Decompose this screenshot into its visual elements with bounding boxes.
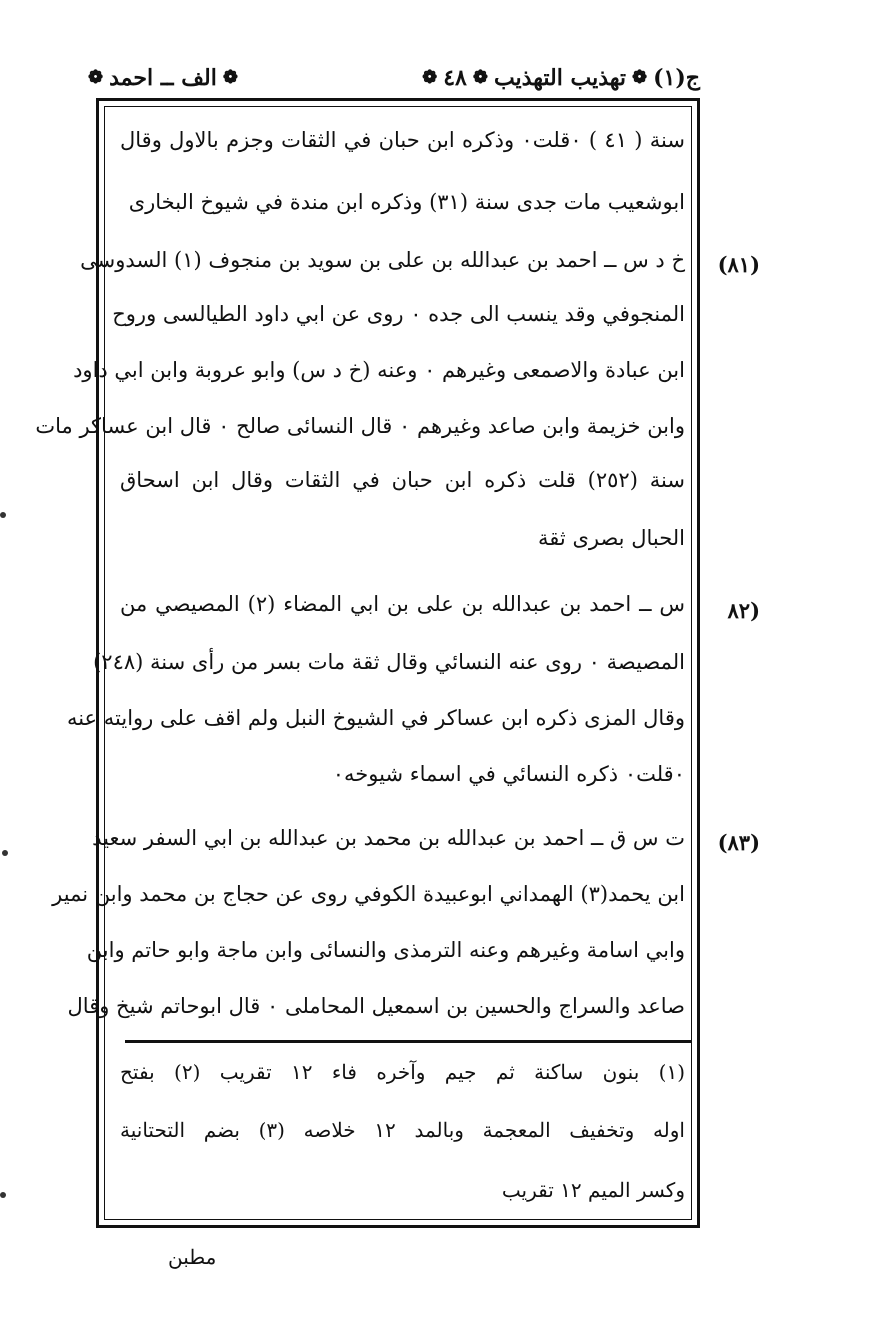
text-line-7: سنة (٢٥٢) قلت ذكره ابن حبان في الثقات وقال ابن اسحاق [120,468,685,492]
footnote-line-1: (١) بنون ساكنة ثم جيم وآخره فاء ١٢ تقريب (٢) بفتح [120,1060,685,1084]
scan-speck [0,1192,6,1198]
ornament-icon: ❁ [422,67,438,88]
text-line-10: المصيصة ٠ روى عنه النسائي وقال ثقة مات بسر من رأى سنة (٢٤٨) [93,650,685,674]
header-right-group [422,65,700,91]
text-line-8: الحبال بصرى ثقة [538,526,685,550]
text-line-12: ٠قلت٠ ذكره النسائي في اسماء شيوخه٠ [332,762,685,786]
ornament-icon: ❁ [472,67,488,88]
text-line-6: وابن خزيمة وابن صاعد وغيرهم ٠ قال النسائى صالح ٠ قال ابن عساكر مات [35,414,685,438]
book-title: تهذيب التهذيب [493,65,627,91]
entry-number-81: (٨١) [717,252,760,277]
footnote-line-3: وكسر الميم ١٢ تقريب [501,1178,685,1202]
printer-mark: مطبن [168,1245,217,1269]
scan-speck [2,850,8,856]
section-label: الف ــ احمد [109,65,217,91]
text-line-2: ابوشعيب مات جدى سنة (٣١) وذكره ابن مندة في شيوخ البخارى [128,190,685,214]
scan-speck [0,512,6,518]
entry-number-83: (٨٣) [717,830,760,855]
text-line-16: صاعد والسراج والحسين بن اسمعيل المحاملى ٠ قال ابوحاتم شيخ وقال [67,994,685,1018]
text-line-11: وقال المزى ذكره ابن عساكر في الشيوخ النبل ولم اقف على روايته عنه [66,706,685,730]
running-header [88,58,700,98]
text-line-13: ت س ق ــ احمد بن عبدالله بن محمد بن عبدالله بن ابي السفر سعيد [92,826,685,850]
footnote-line-2: اوله وتخفيف المعجمة وبالمد ١٢ خلاصه (٣) بضم التحتانية [120,1118,685,1142]
page-number: ٤٨ [443,65,467,91]
volume-label: ج(١) [653,65,700,91]
text-line-15: وابي اسامة وغيرهم وعنه الترمذى والنسائى وابن ماجة وابو حاتم وابن [86,938,685,962]
text-line-9: س ــ احمد بن عبدالله بن على بن ابي المضاء (٢) المصيصي من [120,592,685,616]
text-line-5: ابن عبادة والاصمعى وغيرهم ٠ وعنه (خ د س) وابو عروبة وابن ابي داود [73,358,685,382]
text-line-1: سنة ( ٤١ ) ٠قلت٠ وذكره ابن حبان في الثقات وجزم بالاول وقال [120,128,685,152]
text-line-3: خ د س ــ احمد بن عبدالله بن على بن سويد بن منجوف (١) السدوسى [80,248,685,272]
ornament-icon: ❁ [632,67,648,88]
ornament-icon: ❁ [222,67,238,88]
entry-number-82: (٨٢ [727,598,760,623]
text-line-14: ابن يحمد(٣) الهمداني ابوعبيدة الكوفي روى عن حجاج بن محمد وابن نمير [52,882,685,906]
footnote-separator [125,1040,692,1043]
ornament-icon: ❁ [88,67,104,88]
header-left-group [88,65,238,91]
text-line-4: المنجوفي وقد ينسب الى جده ٠ روى عن ابي داود الطيالسى وروح [112,302,685,326]
